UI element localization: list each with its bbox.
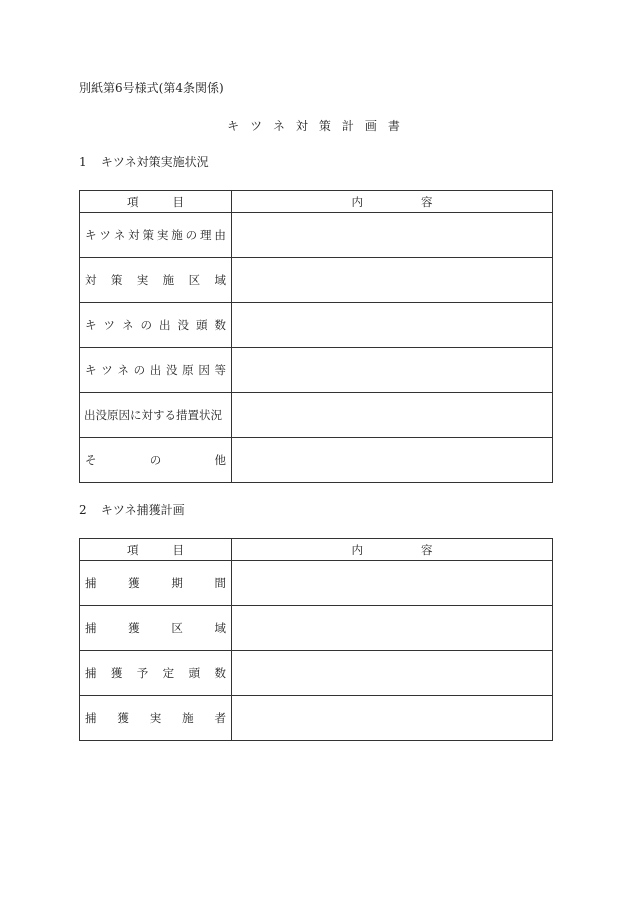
table-row <box>80 438 553 483</box>
item-header-char: 項 <box>127 542 139 557</box>
table-row <box>80 561 553 606</box>
label-char: 実 <box>156 228 169 242</box>
item-header-char: 項 <box>127 194 139 209</box>
label-char: 獲 <box>128 576 140 590</box>
label-char: の <box>149 453 162 467</box>
label-char: 者 <box>214 711 226 725</box>
label-char: 因 <box>198 363 210 377</box>
label-char: キ <box>85 363 97 377</box>
label-char: ネ <box>122 318 134 332</box>
content-header-char: 容 <box>421 542 433 557</box>
label-char: 獲 <box>128 621 140 635</box>
content-value <box>232 303 552 347</box>
content-header-cell <box>232 191 553 213</box>
label-char: の <box>140 318 152 332</box>
row-content-field[interactable] <box>232 393 553 438</box>
row-content-field[interactable] <box>232 606 553 651</box>
label-char: 期 <box>171 576 183 590</box>
label-char: 獲 <box>117 711 129 725</box>
label-char: 没 <box>165 363 178 377</box>
row-content-field[interactable] <box>232 348 553 393</box>
section-2-title: キツネ捕獲計画 <box>100 503 185 517</box>
label-char: 頭 <box>188 666 201 680</box>
section-1-heading <box>79 154 209 170</box>
label-char: 獲 <box>110 666 123 680</box>
label-char: 域 <box>214 621 226 635</box>
label-char: 施 <box>171 228 183 242</box>
label-char: ツ <box>99 228 111 242</box>
section-1-title: キツネ対策実施状況 <box>100 155 209 169</box>
content-value <box>232 348 552 392</box>
label-char: 実 <box>149 711 162 725</box>
label-char: 域 <box>214 273 226 287</box>
label-char: 施 <box>182 711 194 725</box>
content-value <box>232 258 552 302</box>
label-char: ツ <box>101 363 113 377</box>
label-char: 区 <box>171 621 183 635</box>
label-char: 他 <box>214 453 226 467</box>
content-header-cell <box>232 539 553 561</box>
row-content-field[interactable] <box>232 561 553 606</box>
label-char: の <box>133 363 146 377</box>
row-content-field[interactable] <box>232 438 553 483</box>
row-label-reason <box>80 213 232 258</box>
table-row <box>80 651 553 696</box>
item-header-cell <box>80 539 232 561</box>
content-header-char: 容 <box>421 194 433 209</box>
label-char: 出 <box>159 318 171 332</box>
content-header-char: 内 <box>351 194 363 209</box>
row-label-capture-area <box>80 606 232 651</box>
row-content-field[interactable] <box>232 303 553 348</box>
label-char: 捕 <box>85 621 97 635</box>
label-char: 策 <box>110 273 123 287</box>
content-value <box>232 561 552 605</box>
table-row <box>80 696 553 741</box>
label-char: 頭 <box>196 318 208 332</box>
label-char: 捕 <box>85 576 97 590</box>
label-char: の <box>185 228 198 242</box>
label-char: 数 <box>214 318 226 332</box>
label-char: 出 <box>149 363 162 377</box>
table-row <box>80 393 553 438</box>
row-content-field[interactable] <box>232 651 553 696</box>
label-char: 理 <box>200 228 212 242</box>
row-label-other <box>80 438 232 483</box>
label-char: ネ <box>113 228 126 242</box>
label-text: 出没原因に対する措置状況 <box>84 408 222 422</box>
table-row <box>80 213 553 258</box>
content-value <box>232 213 552 257</box>
section-2-heading <box>79 502 185 518</box>
item-header-cell <box>80 191 232 213</box>
row-label-planned-count <box>80 651 232 696</box>
content-value <box>232 651 552 695</box>
row-label-cause <box>80 348 232 393</box>
label-char: 施 <box>162 273 175 287</box>
label-char: 没 <box>177 318 189 332</box>
table-header-row <box>80 539 553 561</box>
content-value <box>232 393 552 437</box>
row-content-field[interactable] <box>232 696 553 741</box>
label-char: 定 <box>162 666 175 680</box>
table-row <box>80 303 553 348</box>
section-2-number: 2 <box>79 503 87 517</box>
row-label-count <box>80 303 232 348</box>
label-char: 原 <box>182 363 194 377</box>
label-char: 対 <box>128 228 140 242</box>
label-char: 予 <box>136 666 149 680</box>
form-number: 別紙第6号様式(第4条関係) <box>79 81 224 95</box>
row-label-capture-period <box>80 561 232 606</box>
label-char: そ <box>85 453 97 467</box>
label-char: ツ <box>103 318 115 332</box>
row-label-measures <box>80 393 232 438</box>
label-char: 策 <box>142 228 154 242</box>
row-content-field[interactable] <box>232 258 553 303</box>
label-char: 数 <box>214 666 226 680</box>
document-title: キツネ対策計画書 <box>227 119 411 133</box>
label-char: 実 <box>136 273 149 287</box>
table-row <box>80 348 553 393</box>
implementation-status-table <box>79 190 553 483</box>
label-char: ネ <box>117 363 129 377</box>
label-char: キ <box>85 318 97 332</box>
row-content-field[interactable] <box>232 213 553 258</box>
label-char: 捕 <box>85 666 97 680</box>
content-value <box>232 438 552 482</box>
label-char: 由 <box>214 228 226 242</box>
label-char: キ <box>85 228 97 242</box>
content-header-char: 内 <box>351 542 363 557</box>
table-header-row <box>80 191 553 213</box>
item-header-char: 目 <box>172 542 184 557</box>
row-label-capturer <box>80 696 232 741</box>
label-char: 区 <box>188 273 201 287</box>
section-1-number: 1 <box>79 155 87 169</box>
row-label-area <box>80 258 232 303</box>
content-value <box>232 696 552 740</box>
label-char: 対 <box>85 273 97 287</box>
label-char: 等 <box>214 363 226 377</box>
label-char: 間 <box>214 576 226 590</box>
table-row <box>80 606 553 651</box>
content-value <box>232 606 552 650</box>
capture-plan-table <box>79 538 553 741</box>
table-row <box>80 258 553 303</box>
item-header-char: 目 <box>172 194 184 209</box>
label-char: 捕 <box>85 711 97 725</box>
